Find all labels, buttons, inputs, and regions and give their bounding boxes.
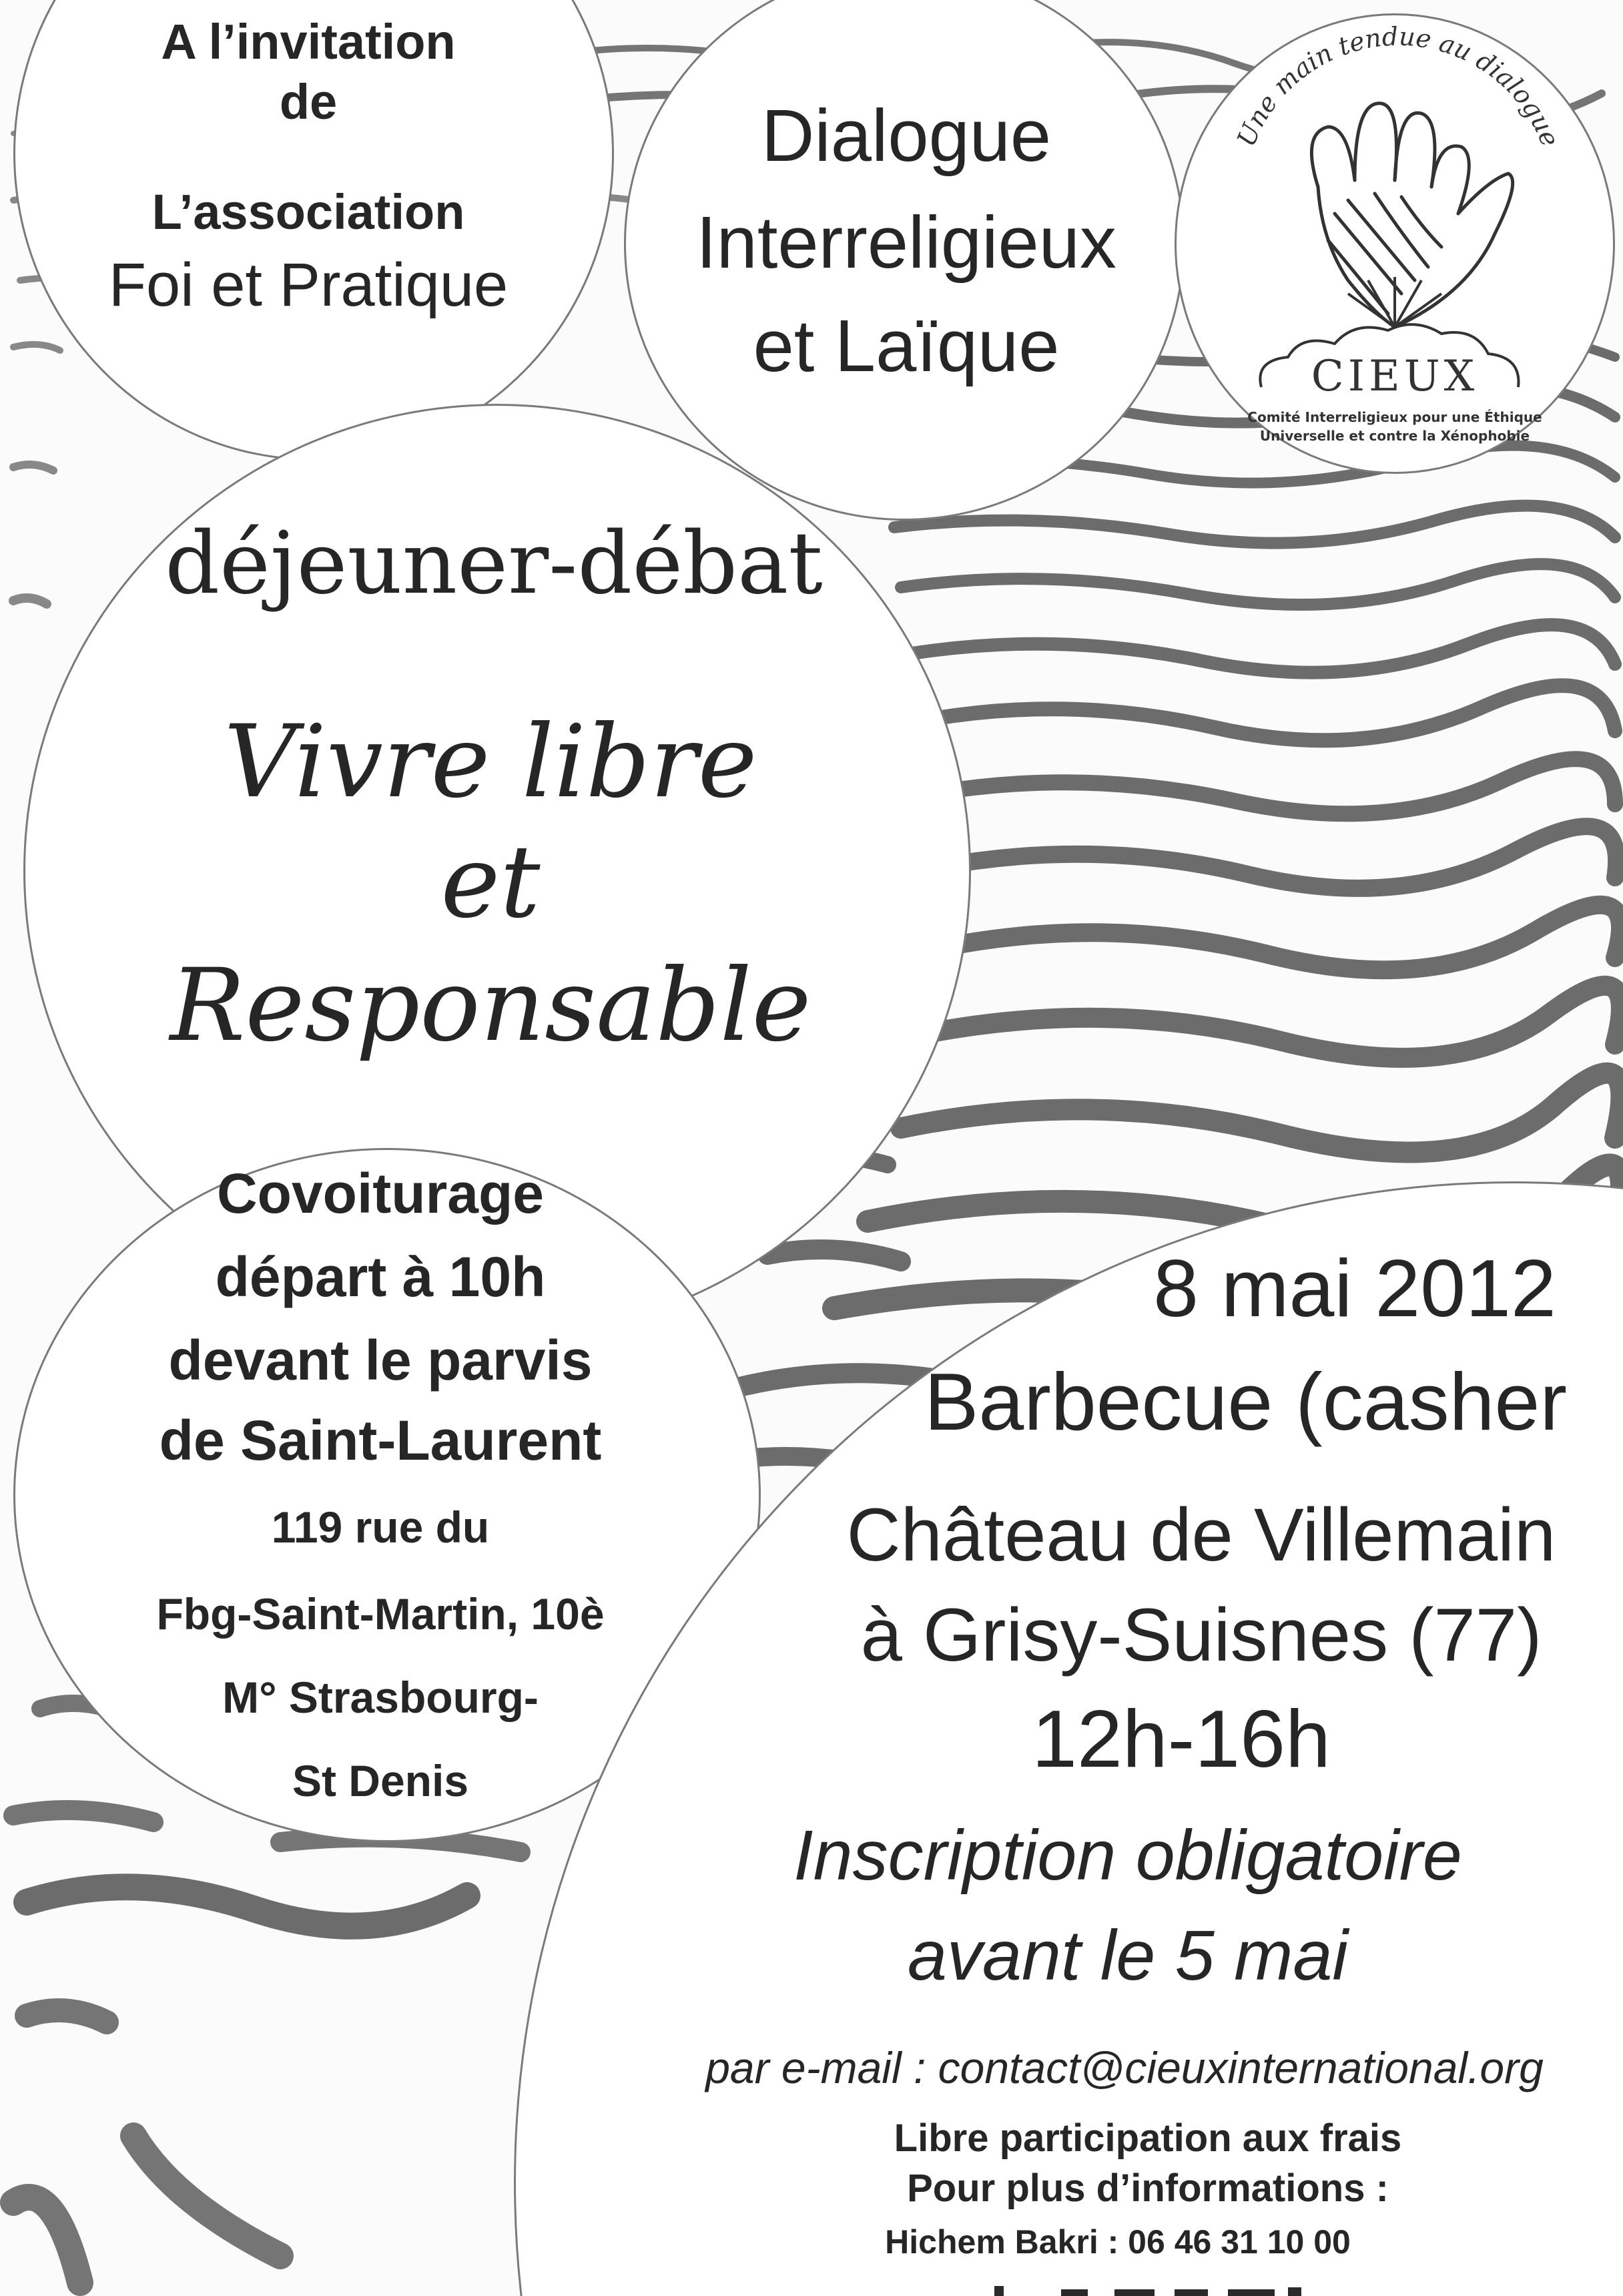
event-kind: déjeuner-débat [165, 514, 823, 613]
carpool-line1: Covoiturage [216, 1162, 545, 1225]
invitation-line2: de [279, 74, 338, 129]
logo-subtitle-line1: Comité Interreligieux pour une Éthique [1247, 409, 1542, 425]
sun-rays-icon [1348, 277, 1441, 327]
logo-subtitle-line2: Universelle et contre la Xénophobie [1259, 428, 1530, 444]
logo-arc-text: Une main tendue au dialogue [1231, 21, 1566, 151]
carpool-line2: départ à 10h [215, 1245, 546, 1308]
dialogue-line3: et Laïque [753, 305, 1060, 387]
invitation-line1: A l’invitation [161, 14, 456, 69]
cieux-logo [1175, 13, 1615, 474]
carpool-line4: de Saint-Laurent [159, 1409, 602, 1472]
logo-name: CIEUX [1311, 352, 1479, 401]
event-title-line3: Responsable [170, 948, 812, 1064]
carpool-address-line4: St Denis [292, 1756, 469, 1805]
event-title-line2: et [440, 824, 541, 940]
cut-off-bottom-line [888, 2279, 1355, 2296]
fees-note: Libre participation aux frais [894, 2116, 1402, 2160]
event-title-line1: Vivre libre [224, 704, 757, 820]
open-hand-icon [1311, 103, 1512, 327]
registration-line2: avant le 5 mai [908, 1916, 1348, 1995]
info-heading: Pour plus d’informations : [907, 2167, 1389, 2210]
contact-email[interactable]: par e-mail : contact@cieuxinternational.org [705, 2043, 1544, 2092]
carpool-address-line1: 119 rue du [271, 1502, 490, 1552]
event-date: 8 mai 2012 [1153, 1243, 1556, 1334]
invitation-line3: L’association [151, 184, 465, 240]
carpool-line3: devant le parvis [168, 1329, 593, 1392]
event-hours: 12h-16h [1032, 1693, 1331, 1784]
dialogue-line2: Interreligieux [696, 202, 1116, 284]
carpool-address-line3: M° Strasbourg- [222, 1673, 539, 1722]
event-place-line1: Château de Villemain [846, 1493, 1556, 1576]
dialogue-line1: Dialogue [761, 95, 1052, 177]
event-meal: Barbecue (casher [924, 1356, 1567, 1447]
event-place-line2: à Grisy-Suisnes (77) [860, 1593, 1542, 1677]
registration-line1: Inscription obligatoire [793, 1816, 1462, 1895]
invitation-association-name: Foi et Pratique [108, 251, 509, 319]
carpool-address-line2: Fbg-Saint-Martin, 10è [156, 1589, 605, 1639]
contact-phone: Hichem Bakri : 06 46 31 10 00 [885, 2223, 1351, 2261]
svg-text:Une main tendue au dialogue [1231, 21, 1565, 150]
